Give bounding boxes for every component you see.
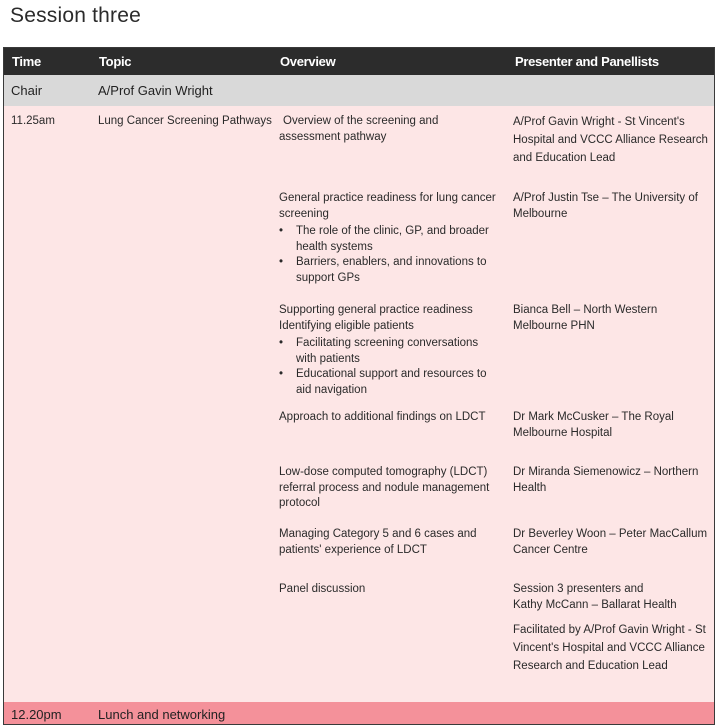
- chair-row: [4, 75, 714, 106]
- session-topic: Lung Cancer Screening Pathways: [98, 115, 272, 127]
- chair-label: Chair: [11, 83, 43, 98]
- header-topic: Topic: [99, 54, 132, 69]
- overview-item-6: Managing Category 5 and 6 cases and patients' experience of LDCT: [279, 528, 477, 556]
- overview-item-5: Low-dose computed tomography (LDCT) referral process and nodule management protocol: [279, 466, 490, 509]
- overview-item-2-bullets: [279, 224, 504, 286]
- page-title: Session three: [10, 4, 142, 27]
- lunch-row: [4, 702, 714, 725]
- overview-item-7: Panel discussion: [279, 583, 366, 595]
- session-table: [3, 47, 715, 725]
- presenter-item-7-line2: Kathy McCann – Ballarat Health: [513, 598, 677, 611]
- overview-item-3-bullets: [279, 336, 499, 398]
- presenter-item-7: [513, 582, 713, 613]
- facilitator-text: Facilitated by A/Prof Gavin Wright - St Vincent's Hospital and VCCC Alliance Research and Education Lead: [513, 624, 706, 672]
- session-time: 11.25am: [11, 115, 55, 127]
- presenter-item-5: Dr Miranda Siemenowicz – Northern Health: [513, 466, 699, 494]
- overview-item-4: Approach to additional findings on LDCT: [279, 411, 486, 423]
- session-body: [4, 106, 714, 702]
- header-presenter: Presenter and Panellists: [515, 54, 659, 69]
- presenter-item-4: Dr Mark McCusker – The Royal Melbourne Hospital: [513, 411, 674, 439]
- header-time: Time: [12, 54, 41, 69]
- overview-item-3-text: Supporting general practice readiness Identifying eligible patients: [279, 304, 473, 332]
- presenter-item-1: A/Prof Gavin Wright - St Vincent's Hospital and VCCC Alliance Research and Education Lead: [513, 116, 708, 164]
- overview-item-2: [279, 191, 504, 286]
- presenter-item-2: A/Prof Justin Tse – The University of Melbourne: [513, 192, 698, 220]
- table-header: [4, 48, 714, 75]
- header-overview: Overview: [280, 54, 336, 69]
- overview-item-3: [279, 303, 499, 398]
- chair-name: A/Prof Gavin Wright: [98, 83, 213, 98]
- overview-item-1: Overview of the screening and assessment pathway: [279, 115, 439, 143]
- list-item: • Educational support and resources to aid navigation: [296, 367, 499, 398]
- list-item: • The role of the clinic, GP, and broader health systems: [296, 224, 504, 255]
- lunch-time: 12.20pm: [11, 707, 62, 722]
- presenter-item-6: Dr Beverley Woon – Peter MacCallum Cancer Centre: [513, 528, 708, 556]
- lunch-topic: Lunch and networking: [98, 707, 226, 722]
- list-item: • Facilitating screening conversations with patients: [296, 336, 499, 367]
- list-item: • Barriers, enablers, and innovations to support GPs: [296, 255, 504, 286]
- overview-item-2-text: General practice readiness for lung cancer screening: [279, 192, 496, 220]
- presenter-item-7-line1: Session 3 presenters and: [513, 583, 644, 595]
- presenter-item-3: Bianca Bell – North Western Melbourne PHN: [513, 304, 658, 332]
